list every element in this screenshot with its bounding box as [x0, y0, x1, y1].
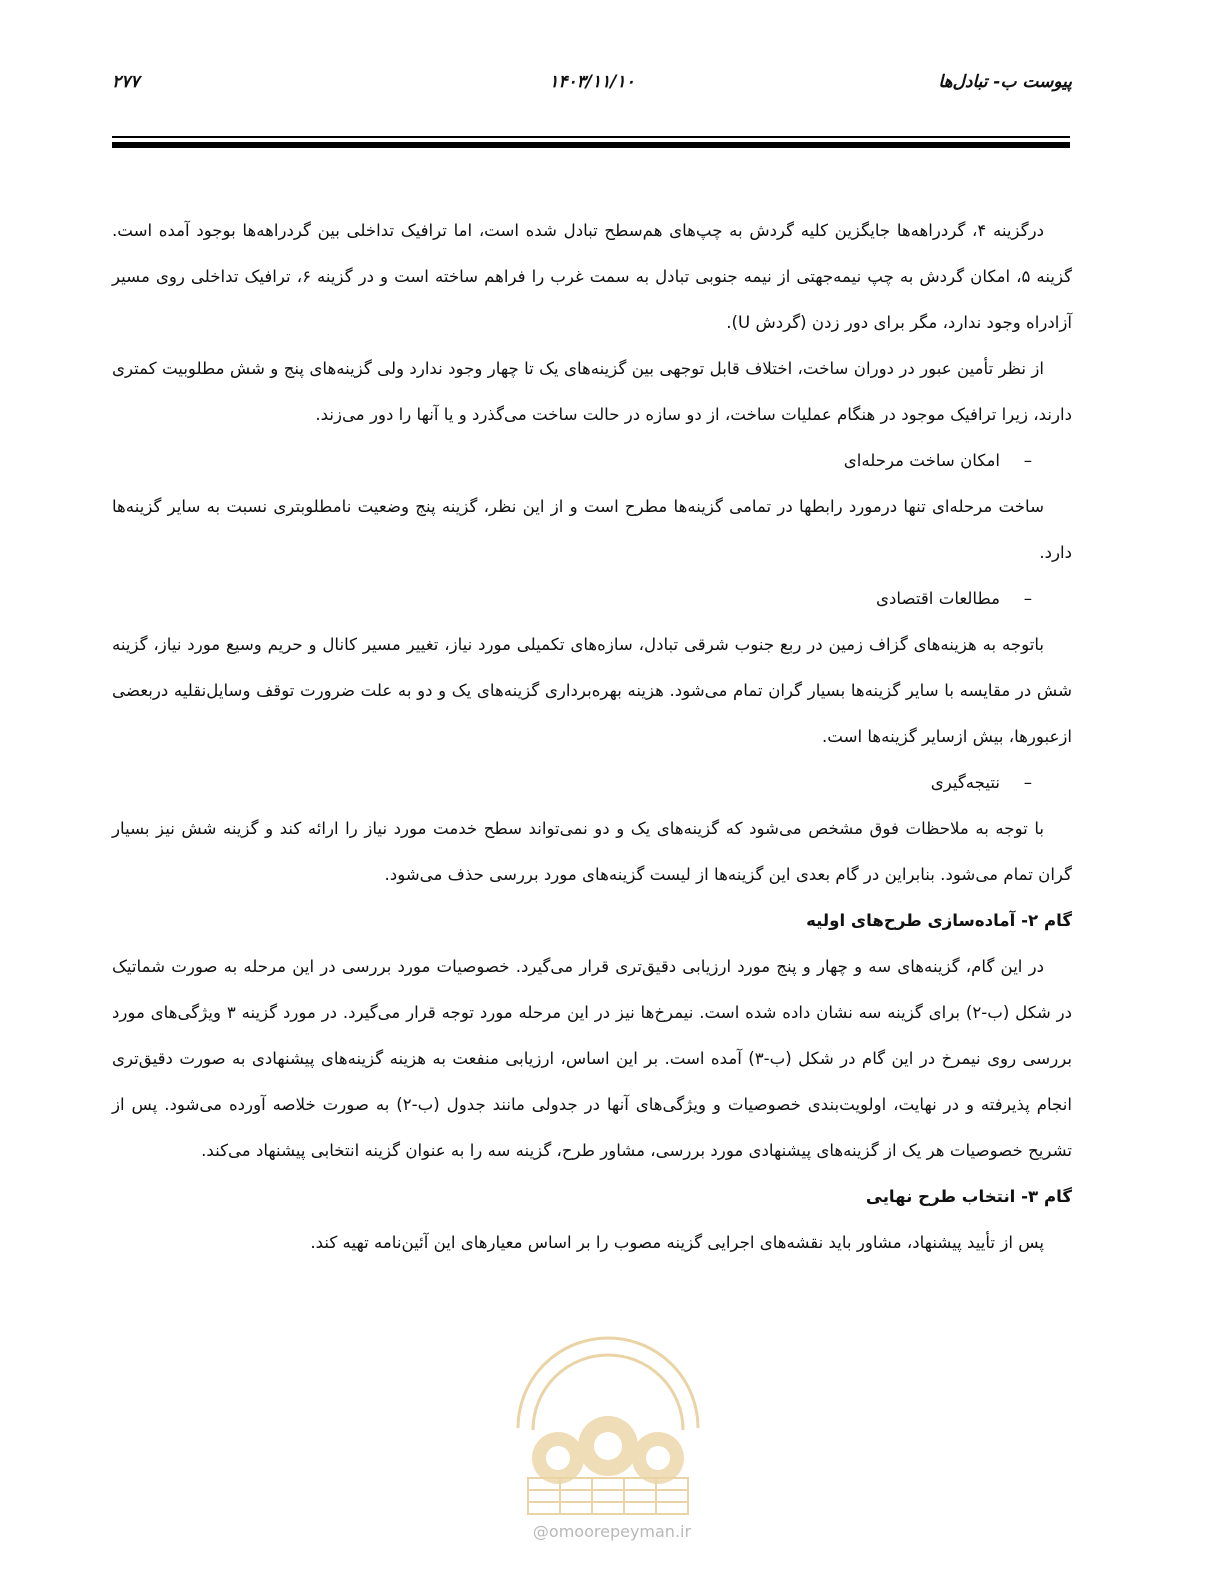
bullet-economic-studies: – مطالعات اقتصادی [876, 589, 1032, 608]
watermark-seal-icon [488, 1318, 728, 1518]
header-rule-thin [112, 136, 1070, 138]
bullet-text: نتیجه‌گیری [930, 773, 1000, 792]
paragraph-construction-traffic: از نظر تأمین عبور در دوران ساخت، اختلاف قابل توجهی بین گزینه‌های یک تا چهار وجود ندارد ولی گزینه‌های پنج و شش مطلوبیت کمتری دارند، زیرا ترافیک موجود در هنگام عملیات ساخت، از دو سازه در حالت ساخت می‌گذرد و یا آنها را دور می‌زند. [112, 359, 1072, 424]
paragraph-staged-construction: ساخت مرحله‌ای تنها درمورد رابطها در تمامی گزینه‌ها مطرح است و از این نظر، گزینه پنج وضعیت نامطلوبتری نسبت به سایر گزینه‌ها دارد. [112, 497, 1072, 562]
heading-step-3: گام ۳- انتخاب طرح نهایی [865, 1187, 1072, 1206]
page-number: ۲۷۷ [112, 72, 140, 92]
section-title: پیوست ب- تبادل‌ها [938, 72, 1072, 92]
header-date: ۱۴۰۳/۱۱/۱۰ [549, 72, 635, 92]
header-rule-thick [112, 142, 1070, 148]
page-body [112, 208, 1072, 1266]
paragraph-step-2: در این گام، گزینه‌های سه و چهار و پنج مورد ارزیابی دقیق‌تری قرار می‌گیرد. خصوصیات مورد بررسی در این مرحله به صورت شماتیک در شکل (ب-۲) برای گزینه سه نشان داده شده است. نیمرخ‌ها نیز در این مرحله مورد توجه قرار می‌گیرد. در مورد گزینه ۳ ویژگی‌های مورد بررسی روی نیمرخ در این گام در شکل (ب-۳) آمده است. بر این اساس، ارزیابی منفعت به هزینه گزینه‌های پیشنهادی به صورت دقیق‌تری انجام پذیرفته و در نهایت، اولویت‌بندی خصوصیات و ویژگی‌های آنها در جدولی مانند جدول (ب-۲) به صورت خلاصه آورده می‌شود. پس از تشریح خصوصیات هر یک از گزینه‌های پیشنهادی مورد بررسی، مشاور طرح، گزینه سه را به عنوان گزینه انتخابی پیشنهاد می‌کند. [112, 957, 1073, 1160]
bullet-staged-construction: – امکان ساخت مرحله‌ای [843, 451, 1032, 470]
paragraph-economic-studies: باتوجه به هزینه‌های گزاف زمین در ربع جنوب شرقی تبادل، سازه‌های تکمیلی مورد نیاز، تغییر مسیر کانال و حریم وسیع مورد نیاز، گزینه شش در مقایسه با سایر گزینه‌ها بسیار گران تمام می‌شود. هزینه بهره‌برداری گزینه‌های یک و دو به علت ضرورت توقف وسایل‌نقلیه دربعضی ازعبورها، بیش ازسایر گزینه‌ها است. [112, 635, 1072, 746]
paragraph-option-4-5-6: درگزینه ۴، گردراهه‌ها جایگزین کلیه گردش به چپ‌های هم‌سطح تبادل شده است، اما ترافیک تداخلی بین گردراهه‌ها بوجود آمده است. گزینه ۵، امکان گردش به چپ نیمه‌جهتی از نیمه جنوبی تبادل به سمت غرب را فراهم ساخته است و در گزینه ۶، ترافیک تداخلی روی مسیر آزادراه وجود ندارد، مگر برای دور زدن (گردش U). [112, 221, 1072, 332]
watermark-url: @omoorepeyman.ir [532, 1522, 692, 1541]
heading-step-2: گام ۲- آماده‌سازی طرح‌های اولیه [806, 911, 1072, 930]
page-header [112, 72, 1072, 106]
paragraph-conclusion: با توجه به ملاحظات فوق مشخص می‌شود که گزینه‌های یک و دو نمی‌تواند سطح خدمت مورد نیاز را ارائه کند و گزینه شش نیز بسیار گران تمام می‌شود. بنابراین در گام بعدی این گزینه‌ها از لیست گزینه‌های مورد بررسی حذف می‌شود. [112, 819, 1072, 884]
bullet-text: امکان ساخت مرحله‌ای [843, 451, 1000, 470]
bullet-conclusion: – نتیجه‌گیری [930, 773, 1032, 792]
bullet-text: مطالعات اقتصادی [876, 589, 1000, 608]
paragraph-step-3: پس از تأیید پیشنهاد، مشاور باید نقشه‌های اجرایی گزینه مصوب را بر اساس معیارهای این آئین‌نامه تهیه کند. [310, 1233, 1044, 1252]
